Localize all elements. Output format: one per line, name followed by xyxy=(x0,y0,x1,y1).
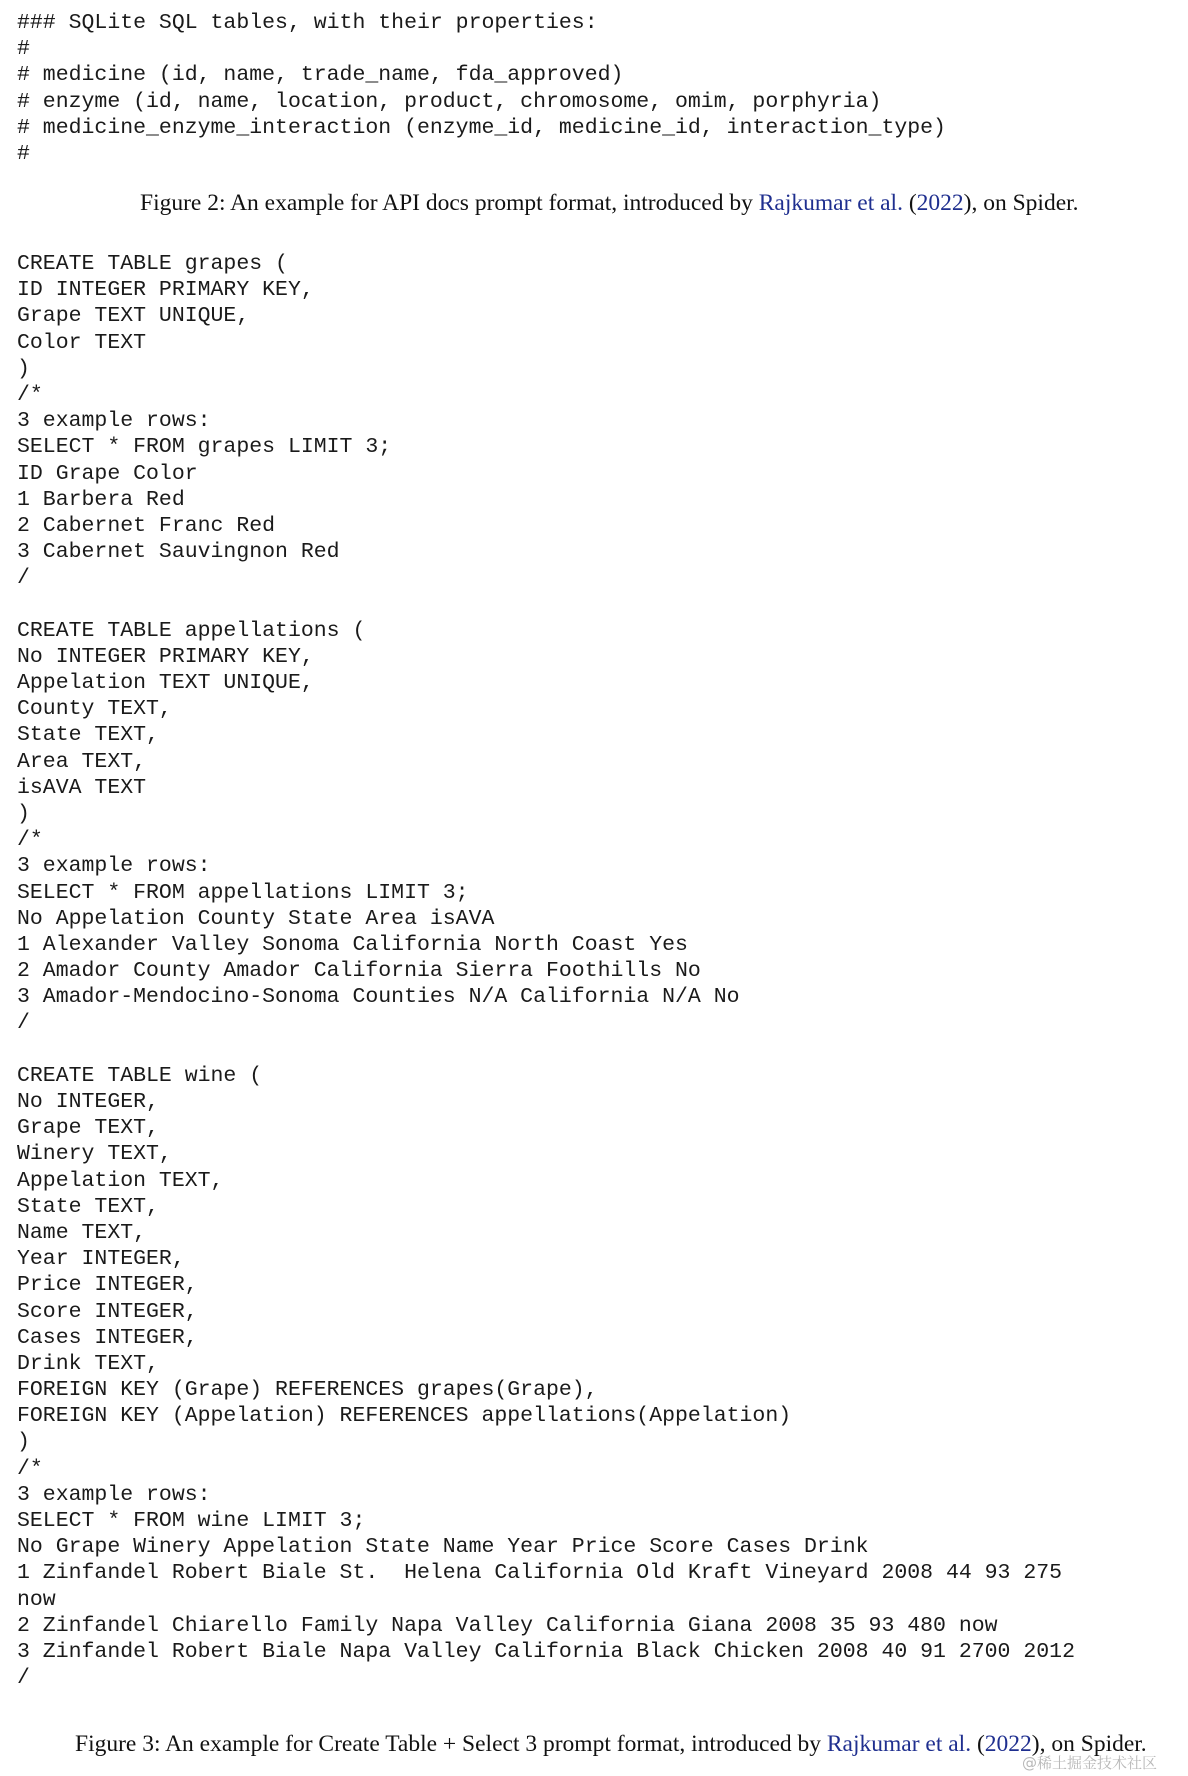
code-line: ) xyxy=(17,801,30,826)
code-line: Year INTEGER, xyxy=(17,1247,185,1272)
create-table-prompt-code xyxy=(17,251,1075,1691)
code-line xyxy=(17,591,1075,617)
code-line: Price INTEGER, xyxy=(17,1273,198,1298)
code-line: No Appelation County State Area isAVA xyxy=(17,906,495,931)
code-line: CREATE TABLE wine ( xyxy=(17,1063,263,1088)
code-line: ID INTEGER PRIMARY KEY, xyxy=(17,278,314,303)
code-line: Grape TEXT UNIQUE, xyxy=(17,304,250,329)
code-line: # xyxy=(17,37,30,62)
figure-3-caption-text: Figure 3: An example for Create Table + Select 3 prompt format, introduced by xyxy=(75,1731,827,1757)
code-line: / xyxy=(17,1011,30,1036)
code-line: # xyxy=(17,141,30,166)
code-line: 2 Zinfandel Chiarello Family Napa Valley California Giana 2008 35 93 480 now xyxy=(17,1613,998,1638)
code-line: CREATE TABLE appellations ( xyxy=(17,618,366,643)
code-line: # enzyme (id, name, location, product, chromosome, omim, porphyria) xyxy=(17,89,882,114)
code-line: 2 Amador County Amador California Sierra Foothills No xyxy=(17,959,701,984)
code-line: State TEXT, xyxy=(17,1194,159,1219)
code-line: 3 example rows: xyxy=(17,1482,211,1507)
code-line: 3 Amador-Mendocino-Sonoma Counties N/A California N/A No xyxy=(17,985,740,1010)
code-line: Score INTEGER, xyxy=(17,1299,198,1324)
code-line: isAVA TEXT xyxy=(17,775,147,800)
code-line: 1 Zinfandel Robert Biale St. Helena California Old Kraft Vineyard 2008 44 93 275 xyxy=(17,1561,1063,1586)
code-line: SELECT * FROM appellations LIMIT 3; xyxy=(17,880,469,905)
code-line: ) xyxy=(17,356,30,381)
code-line: Name TEXT, xyxy=(17,1220,147,1245)
figure-3-caption xyxy=(75,1731,1147,1758)
code-line: FOREIGN KEY (Grape) REFERENCES grapes(Grape), xyxy=(17,1378,598,1403)
code-line: /* xyxy=(17,828,43,853)
watermark: @稀土掘金技术社区 xyxy=(1022,1754,1158,1772)
code-line: 1 Alexander Valley Sonoma California North Coast Yes xyxy=(17,932,688,957)
code-line: / xyxy=(17,1666,30,1691)
code-line xyxy=(17,1037,1075,1063)
figure-3-citation-author-link[interactable]: Rajkumar et al. xyxy=(826,1731,972,1757)
code-line: Cases INTEGER, xyxy=(17,1325,198,1350)
code-line: ID Grape Color xyxy=(17,461,198,486)
api-docs-prompt-code xyxy=(17,10,946,167)
figure-2-open-paren: ( xyxy=(902,190,917,216)
code-line: SELECT * FROM grapes LIMIT 3; xyxy=(17,435,392,460)
figure-2-citation-author-link[interactable]: Rajkumar et al. xyxy=(758,190,903,216)
code-line: FOREIGN KEY (Appelation) REFERENCES appellations(Appelation) xyxy=(17,1404,792,1429)
code-line: 3 example rows: xyxy=(17,409,211,434)
code-line: Appelation TEXT, xyxy=(17,1168,224,1193)
code-line: ### SQLite SQL tables, with their properties: xyxy=(17,11,598,35)
figure-3-open-paren: ( xyxy=(971,1731,985,1757)
figure-2-caption xyxy=(140,190,1079,217)
code-line: 3 Zinfandel Robert Biale Napa Valley California Black Chicken 2008 40 91 2700 2012 xyxy=(17,1639,1075,1664)
code-line: SELECT * FROM wine LIMIT 3; xyxy=(17,1509,366,1533)
code-line: State TEXT, xyxy=(17,723,159,748)
code-line: /* xyxy=(17,382,43,407)
code-line: # medicine (id, name, trade_name, fda_approved) xyxy=(17,63,624,88)
code-line: 1 Barbera Red xyxy=(17,487,185,512)
code-line: No INTEGER PRIMARY KEY, xyxy=(17,644,314,669)
code-line: County TEXT, xyxy=(17,697,172,722)
code-line: now xyxy=(17,1587,56,1612)
code-line: Area TEXT, xyxy=(17,749,147,774)
code-line: Appelation TEXT UNIQUE, xyxy=(17,671,314,695)
code-line: 3 example rows: xyxy=(17,854,211,879)
code-line: 2 Cabernet Franc Red xyxy=(17,513,276,538)
code-line: / xyxy=(17,566,30,591)
code-line: CREATE TABLE grapes ( xyxy=(17,252,288,276)
figure-2-caption-suffix: ), on Spider. xyxy=(963,190,1079,216)
code-line: No Grape Winery Appelation State Name Year Price Score Cases Drink xyxy=(17,1535,869,1560)
code-line: 3 Cabernet Sauvingnon Red xyxy=(17,540,340,565)
figure-2-caption-text: Figure 2: An example for API docs prompt format, introduced by xyxy=(140,190,759,216)
code-line: ) xyxy=(17,1430,30,1455)
figure-3-citation-year-link[interactable]: 2022 xyxy=(984,1731,1032,1757)
code-line: No INTEGER, xyxy=(17,1090,159,1114)
code-line: Drink TEXT, xyxy=(17,1351,159,1376)
code-line: Winery TEXT, xyxy=(17,1142,172,1167)
code-line: /* xyxy=(17,1456,43,1481)
figure-3-caption-suffix: ), on Spider. xyxy=(1031,1731,1147,1757)
figure-2-citation-year-link[interactable]: 2022 xyxy=(916,190,964,216)
code-line: Grape TEXT, xyxy=(17,1116,159,1141)
code-line: Color TEXT xyxy=(17,330,147,355)
code-line: # medicine_enzyme_interaction (enzyme_id, medicine_id, interaction_type) xyxy=(17,115,946,140)
